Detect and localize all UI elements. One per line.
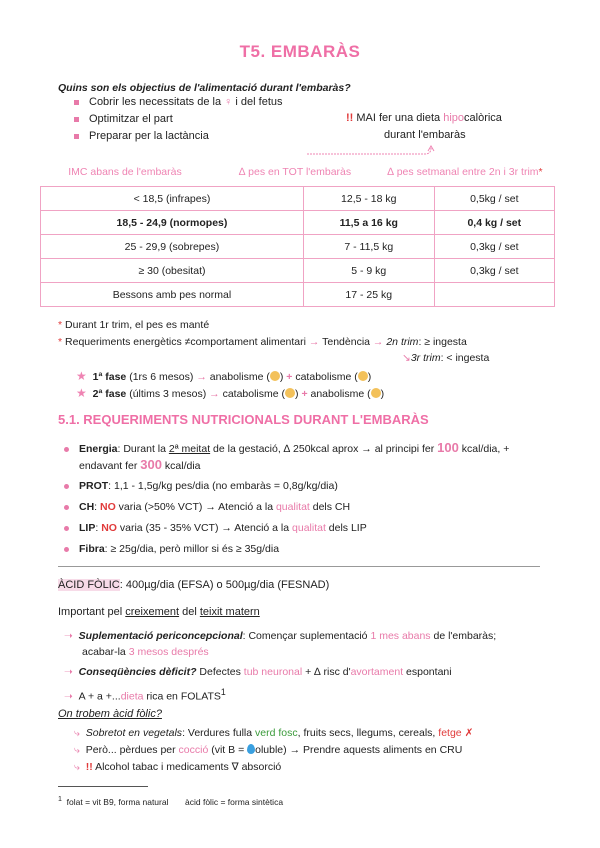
question: Quins son els objectius de l'alimentació durant l'embaràs? (58, 82, 351, 94)
asterisk-icon: * (58, 336, 63, 348)
table-cell: 0,4 kg / set (434, 211, 554, 235)
table-row (41, 211, 555, 235)
table-cell (434, 283, 554, 307)
dot-bullet-icon (64, 505, 69, 510)
objective-1: Cobrir les necessitats de la ♀ i del fetus (74, 96, 283, 108)
table-cell: 7 - 11,5 kg (303, 235, 434, 259)
square-bullet-icon (74, 117, 79, 122)
table-cell: 12,5 - 18 kg (303, 187, 434, 211)
footnote-divider (58, 786, 148, 787)
table-cell: 25 - 29,9 (sobrepes) (41, 235, 304, 259)
acid-folic-title: ÀCID FÒLIC: 400µg/dia (EFSA) o 500µg/dia (FESNAD) (58, 579, 330, 591)
curved-arrow-icon (305, 143, 435, 157)
dot-bullet-icon (64, 547, 69, 552)
req-lip: LIP: NO varia (35 - 35% VCT) → Atenció a la qualitat dels LIP (64, 520, 544, 536)
mother-emoji-icon (285, 388, 295, 398)
double-exclamation-icon: !! (346, 112, 354, 124)
table-cell: Bessons amb pes normal (41, 283, 304, 307)
table-header-weekly: ∆ pes setmanal entre 2n i 3r trim* (387, 166, 543, 178)
table-row (41, 235, 555, 259)
footnote: $^1$ folat = vit B9, forma natural àcid fòlic = forma sintètica (58, 795, 284, 807)
double-exclamation-icon: !! (85, 761, 93, 773)
acid-suplementacio: ➝ Suplementació periconcepcional: Començar suplementació 1 mes abans de l'embaràs; acabar-la 3 mesos després (64, 630, 497, 658)
imc-table (40, 186, 555, 307)
phase-2: ★ 2ª fase (últims 3 mesos) → catabolisme ( ) + anabolisme ( ) (76, 386, 385, 400)
table-header-imc: IMC abans de l'embaràs (68, 166, 182, 178)
table-cell: < 18,5 (infrapes) (41, 187, 304, 211)
objective-3: Preparar per la lactància (74, 130, 209, 142)
where-vegetals: ⤷ Sobretot en vegetals: Verdures fulla verd fosc, fruits secs, llegums, cereals, fetge ✗ (74, 727, 474, 739)
table-cell: 5 - 9 kg (303, 259, 434, 283)
table-header-total: ∆ pes en TOT l'embaràs (238, 166, 352, 178)
table-row (41, 283, 555, 307)
acid-important: Important pel creixement del teixit matern (58, 606, 260, 618)
req-energia: Energia: Durant la 2ª meitat de la gestació, ∆ 250kcal aprox → al principi fer 100 kcal/dia, + endavant fer 300 kcal/dia (64, 440, 544, 474)
warning-line2: durant l'embaràs (384, 129, 466, 141)
req-fibra: Fibra: ≥ 25g/dia, però millor si és ≥ 35g/dia (64, 541, 544, 557)
table-cell: 18,5 - 24,9 (normopes) (41, 211, 304, 235)
table-row (41, 259, 555, 283)
square-bullet-icon (74, 100, 79, 105)
table-cell: ≥ 30 (obesitat) (41, 259, 304, 283)
baby-emoji-icon (371, 388, 381, 398)
water-drop-icon (247, 744, 255, 754)
warning-note: !! MAI fer una dieta hipocalòrica (346, 112, 502, 124)
where-coccio: ⤷ Però... pèrdues per cocció (vit B = oluble) → Prendre aquests aliments en CRU (74, 744, 463, 756)
asterisk-icon: * (58, 319, 63, 331)
acid-dieta: ➝ A + a +...dieta rica en FOLATS$^1$ (64, 687, 226, 703)
table-cell: 11,5 a 16 kg (303, 211, 434, 235)
section-title: 5.1. REQUERIMENTS NUTRICIONALS DURANT L'EMBARÀS (58, 412, 429, 427)
table-row (41, 187, 555, 211)
page-title: T5. EMBARÀS (239, 42, 361, 61)
where-alcohol: ⤷ !! Alcohol tabac i medicaments ∇ absorció (74, 761, 282, 773)
phase-1: ★ 1ª fase (1rs 6 mesos) → anabolisme ( ) + catabolisme ( ) (76, 369, 372, 383)
table-cell: 0,5kg / set (434, 187, 554, 211)
star-icon: ★ (76, 386, 87, 400)
square-bullet-icon (74, 134, 79, 139)
table-cell: 0,3kg / set (434, 235, 554, 259)
note-2-3rtrim: ↘3r trim: < ingesta (402, 352, 490, 364)
req-ch: CH: NO varia (>50% VCT) → Atenció a la qualitat dels CH (64, 499, 544, 515)
note-1: * Durant 1r trim, el pes es manté (58, 319, 210, 331)
where-title: On trobem àcid fòlic? (58, 708, 162, 720)
dot-bullet-icon (64, 526, 69, 531)
baby-emoji-icon (358, 371, 368, 381)
mother-emoji-icon (270, 371, 280, 381)
table-cell: 0,3kg / set (434, 259, 554, 283)
star-icon: ★ (76, 369, 87, 383)
note-2: * Requeriments energètics ≠comportament alimentari → Tendència → 2n trim: ≥ ingesta (58, 336, 467, 348)
objective-2: Optimitzar el part (74, 113, 173, 125)
divider (58, 566, 540, 567)
acid-consequencies: ➝ Conseqüències dèficit? Defectes tub neuronal + ∆ risc d'avortament espontani (64, 666, 452, 678)
table-cell: 17 - 25 kg (303, 283, 434, 307)
dot-bullet-icon (64, 447, 69, 452)
req-prot: PROT: 1,1 - 1,5g/kg pes/dia (no embaràs = 0,8g/kg/dia) (64, 478, 544, 494)
dot-bullet-icon (64, 484, 69, 489)
